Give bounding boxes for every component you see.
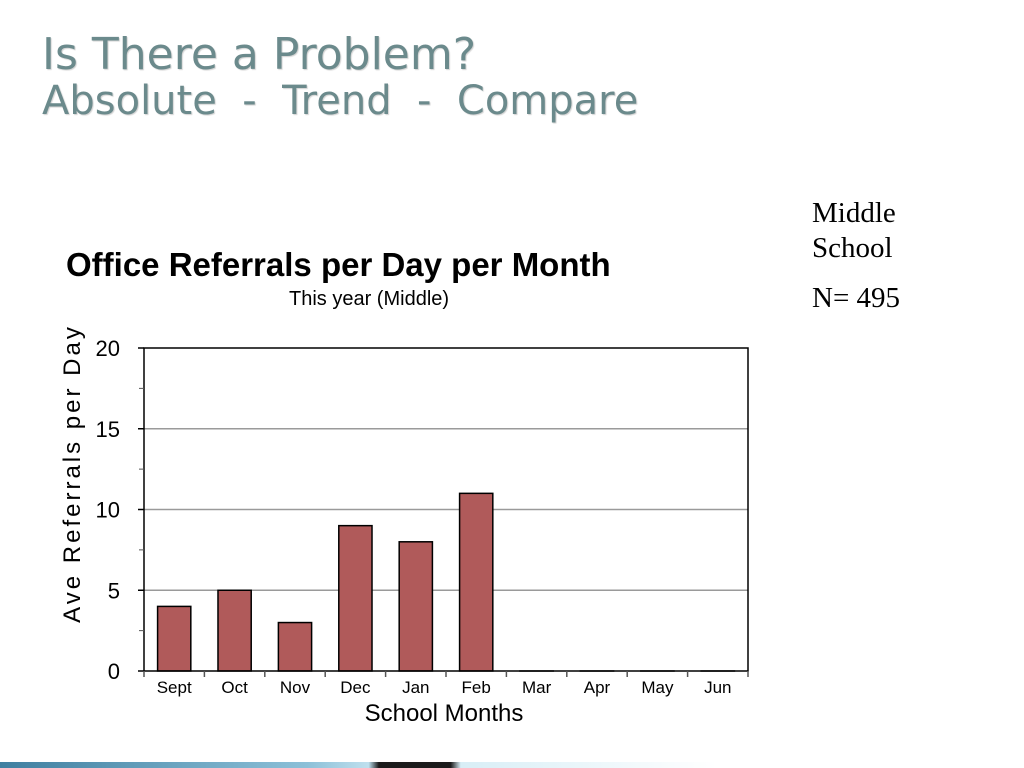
x-tick-label: May: [641, 678, 674, 697]
x-axis-title: School Months: [364, 700, 524, 727]
x-tick-label: Mar: [521, 678, 552, 697]
side-note-line2: School: [812, 232, 893, 265]
y-axis-tick-labels: [96, 336, 120, 684]
y-tick-label: 0: [107, 659, 120, 684]
x-tick-label: Jun: [704, 678, 732, 697]
y-tick-label: 5: [107, 578, 120, 604]
x-tick-label: Feb: [461, 678, 491, 697]
bar-oct: [218, 590, 251, 671]
chart-gridlines: [144, 429, 748, 591]
bar-sept: [158, 606, 191, 671]
slide-title-main: Is There a Problem?: [42, 29, 477, 80]
x-tick-label: Oct: [221, 678, 248, 697]
x-tick-label: Dec: [340, 678, 371, 697]
footer-accent-band: [0, 762, 1024, 768]
x-axis-tick-labels: [157, 678, 732, 697]
bar-dec: [339, 526, 372, 671]
side-note-line1: Middle: [812, 197, 896, 229]
sample-size-label: N= 495: [812, 281, 901, 314]
y-tick-label: 20: [95, 336, 120, 361]
x-tick-label: Apr: [583, 678, 611, 697]
y-tick-label: 15: [95, 416, 120, 442]
x-tick-label: Nov: [279, 678, 311, 697]
bar-feb: [460, 493, 493, 671]
bar-nov: [278, 623, 311, 671]
y-tick-label: 10: [95, 497, 120, 523]
chart-bars: [158, 493, 735, 671]
x-tick-label: Sept: [156, 678, 192, 697]
chart-title: Office Referrals per Day per Month: [66, 246, 611, 283]
x-tick-label: Jan: [402, 678, 430, 697]
y-axis-title: Ave Referrals per Day: [59, 324, 86, 623]
slide-title-sub: Absolute - Trend - Compare: [42, 78, 639, 125]
bar-jan: [399, 542, 432, 671]
chart-subtitle: This year (Middle): [289, 288, 450, 310]
